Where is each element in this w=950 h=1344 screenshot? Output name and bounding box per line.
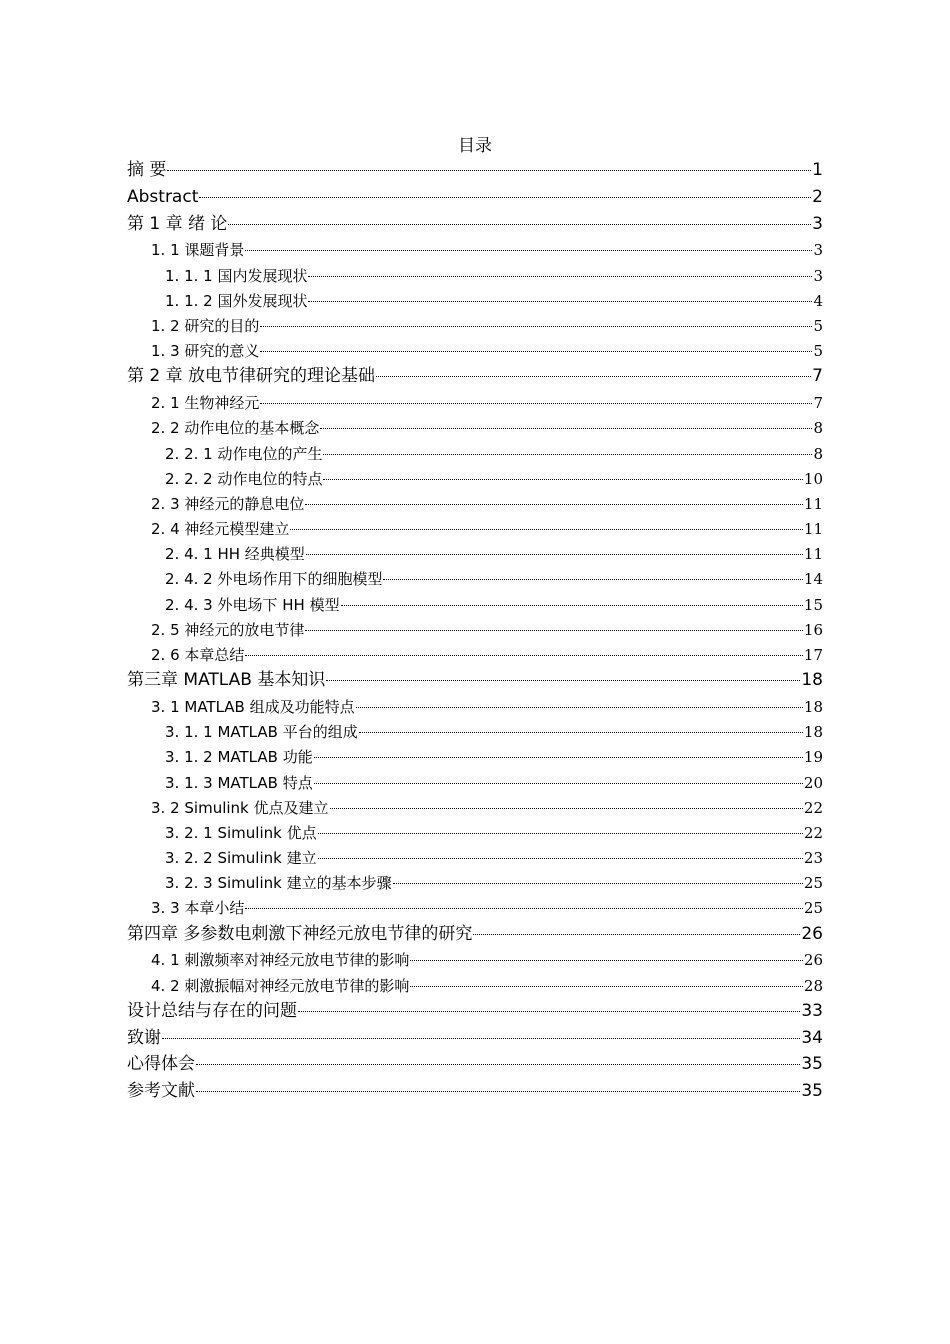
toc-entry[interactable] <box>127 745 823 770</box>
toc-entry-page-number: 8 <box>813 419 823 438</box>
toc-entry-label: 3. 1. 1 MATLAB 平台的组成 <box>165 723 358 742</box>
toc-entry-page-number: 26 <box>801 923 823 944</box>
toc-dot-leader <box>305 630 803 631</box>
toc-dot-leader <box>320 428 812 429</box>
toc-entry[interactable] <box>127 158 823 185</box>
toc-dot-leader <box>393 883 803 884</box>
toc-entry[interactable] <box>127 391 823 416</box>
toc-entry-label: 第 1 章 绪 论 <box>127 213 228 234</box>
toc-entry[interactable] <box>127 1052 823 1079</box>
toc-dot-leader <box>298 1011 800 1012</box>
toc-entry-label: 2. 4. 3 外电场下 HH 模型 <box>165 595 340 614</box>
toc-entry-label: 3. 2. 1 Simulink 优点 <box>165 823 317 842</box>
toc-entry[interactable] <box>127 264 823 289</box>
toc-entry-page-number: 26 <box>803 951 823 970</box>
toc-entry-label: 3. 1 MATLAB 组成及功能特点 <box>151 697 355 716</box>
toc-dot-leader <box>323 454 812 455</box>
toc-entry[interactable] <box>127 1026 823 1053</box>
toc-entry[interactable] <box>127 492 823 517</box>
toc-entry[interactable] <box>127 517 823 542</box>
toc-entry[interactable] <box>127 948 823 973</box>
toc-entry[interactable] <box>127 720 823 745</box>
toc-entry-page-number: 22 <box>803 798 823 817</box>
toc-dot-leader <box>383 579 802 580</box>
toc-entry-page-number: 10 <box>803 469 823 488</box>
toc-entry[interactable] <box>127 364 823 391</box>
toc-entry-page-number: 3 <box>813 266 823 285</box>
toc-entry-page-number: 16 <box>803 620 823 639</box>
toc-dot-leader <box>359 732 803 733</box>
toc-entry-label: 2. 3 神经元的静息电位 <box>151 494 305 513</box>
toc-dot-leader <box>356 707 803 708</box>
toc-dot-leader <box>260 351 812 352</box>
toc-entry[interactable] <box>127 618 823 643</box>
toc-entry-page-number: 23 <box>803 849 823 868</box>
toc-entry-label: 第三章 MATLAB 基本知识 <box>127 670 326 691</box>
toc-entry-label: 心得体会 <box>127 1054 195 1075</box>
toc-dot-leader <box>196 1091 800 1092</box>
toc-entry[interactable] <box>127 846 823 871</box>
toc-dot-leader <box>306 554 803 555</box>
toc-entry[interactable] <box>127 643 823 668</box>
toc-dot-leader <box>318 833 803 834</box>
toc-dot-leader <box>245 908 803 909</box>
toc-entry-page-number: 34 <box>801 1027 823 1048</box>
toc-dot-leader <box>196 1064 800 1065</box>
toc-entry-label: 4. 2 刺激振幅对神经元放电节律的影响 <box>151 976 410 995</box>
toc-entry-page-number: 5 <box>813 342 823 361</box>
toc-entry-label: 3. 2. 3 Simulink 建立的基本步骤 <box>165 874 392 893</box>
toc-entry-label: 2. 6 本章总结 <box>151 646 245 664</box>
toc-title: 目录 <box>458 136 492 156</box>
toc-entry-label: 2. 4. 1 HH 经典模型 <box>165 545 305 564</box>
toc-entry-page-number: 1 <box>812 160 823 180</box>
toc-entry-page-number: 17 <box>803 646 823 664</box>
toc-dot-leader <box>318 858 803 859</box>
toc-entry-page-number: 35 <box>801 1054 823 1075</box>
toc-dot-leader <box>410 960 803 961</box>
toc-entry[interactable] <box>127 567 823 592</box>
toc-entry-label: 第四章 多参数电刺激下神经元放电节律的研究 <box>127 923 473 944</box>
toc-entry-page-number: 15 <box>803 595 823 614</box>
toc-dot-leader <box>305 504 803 505</box>
toc-entry-page-number: 20 <box>803 773 823 792</box>
toc-dot-leader <box>228 224 811 225</box>
table-of-contents <box>127 158 823 1106</box>
toc-entry-label: 第 2 章 放电节律研究的理论基础 <box>127 366 376 387</box>
toc-entry[interactable] <box>127 416 823 441</box>
toc-entry-label: 1. 1. 1 国内发展现状 <box>165 266 308 285</box>
toc-entry-label: 致谢 <box>127 1027 161 1048</box>
toc-dot-leader <box>308 276 812 277</box>
toc-entry-label: 1. 1. 2 国外发展现状 <box>165 291 308 310</box>
toc-entry-label: 2. 4. 2 外电场作用下的细胞模型 <box>165 570 383 589</box>
toc-dot-leader <box>330 808 803 809</box>
toc-entry-page-number: 33 <box>801 1000 823 1021</box>
toc-entry-page-number: 7 <box>813 394 823 413</box>
toc-entry[interactable] <box>127 974 823 999</box>
toc-entry-page-number: 35 <box>801 1081 823 1102</box>
toc-entry-page-number: 7 <box>812 366 823 387</box>
toc-entry-page-number: 19 <box>803 748 823 767</box>
toc-dot-leader <box>290 529 803 530</box>
toc-entry[interactable] <box>127 238 823 263</box>
toc-dot-leader <box>314 757 803 758</box>
toc-dot-leader <box>260 403 812 404</box>
toc-entry-page-number: 14 <box>803 570 823 589</box>
toc-entry-page-number: 18 <box>803 697 823 716</box>
toc-entry-page-number: 5 <box>813 316 823 335</box>
toc-entry-label: 2. 5 神经元的放电节律 <box>151 620 305 639</box>
toc-entry-label: 1. 2 研究的目的 <box>151 316 260 335</box>
toc-entry[interactable] <box>127 467 823 492</box>
toc-dot-leader <box>323 479 802 480</box>
toc-entry-label: 2. 1 生物神经元 <box>151 394 260 413</box>
toc-dot-leader <box>473 934 800 935</box>
toc-entry-label: 2. 2. 2 动作电位的特点 <box>165 469 323 488</box>
toc-dot-leader <box>308 301 812 302</box>
toc-entry-label: 设计总结与存在的问题 <box>127 1000 297 1021</box>
toc-entry-page-number: 2 <box>812 186 823 207</box>
toc-entry[interactable] <box>127 871 823 896</box>
toc-entry-page-number: 22 <box>803 823 823 842</box>
toc-dot-leader <box>376 376 811 377</box>
toc-entry-label: 参考文献 <box>127 1081 195 1102</box>
toc-entry-label: 4. 1 刺激频率对神经元放电节律的影响 <box>151 951 410 970</box>
toc-entry[interactable] <box>127 821 823 846</box>
toc-entry-page-number: 11 <box>803 494 823 513</box>
toc-dot-leader <box>314 783 803 784</box>
toc-entry[interactable] <box>127 185 823 212</box>
toc-entry[interactable] <box>127 289 823 314</box>
toc-entry-page-number: 3 <box>813 241 823 260</box>
toc-dot-leader <box>245 250 812 251</box>
toc-entry-label: 1. 1 课题背景 <box>151 241 245 260</box>
toc-entry-label: 3. 2 Simulink 优点及建立 <box>151 798 329 817</box>
toc-dot-leader <box>245 655 803 656</box>
toc-entry-page-number: 4 <box>813 291 823 310</box>
toc-entry[interactable] <box>127 668 823 695</box>
toc-entry-label: Abstract <box>127 186 199 207</box>
toc-entry-page-number: 18 <box>803 723 823 742</box>
toc-entry-page-number: 18 <box>801 670 823 691</box>
toc-entry[interactable] <box>127 695 823 720</box>
toc-entry-label: 3. 2. 2 Simulink 建立 <box>165 849 317 868</box>
toc-entry-page-number: 25 <box>803 874 823 893</box>
toc-dot-leader <box>199 197 811 198</box>
toc-entry[interactable] <box>127 442 823 467</box>
toc-entry-page-number: 3 <box>812 213 823 234</box>
toc-entry-page-number: 11 <box>803 520 823 539</box>
toc-entry-label: 2. 4 神经元模型建立 <box>151 520 290 539</box>
toc-entry-label: 3. 3 本章小结 <box>151 899 245 918</box>
toc-entry[interactable] <box>127 922 823 949</box>
toc-entry-page-number: 25 <box>803 899 823 918</box>
toc-entry[interactable] <box>127 896 823 921</box>
toc-entry[interactable] <box>127 314 823 339</box>
toc-dot-leader <box>326 680 800 681</box>
toc-entry-label: 1. 3 研究的意义 <box>151 342 260 361</box>
toc-entry-label: 3. 1. 2 MATLAB 功能 <box>165 748 313 767</box>
toc-entry[interactable] <box>127 796 823 821</box>
toc-dot-leader <box>260 326 812 327</box>
toc-entry-label: 3. 1. 3 MATLAB 特点 <box>165 773 313 792</box>
toc-dot-leader <box>410 986 803 987</box>
toc-entry[interactable] <box>127 1079 823 1106</box>
toc-entry-label: 摘 要 <box>127 160 167 180</box>
toc-dot-leader <box>341 605 803 606</box>
toc-entry[interactable] <box>127 999 823 1026</box>
toc-entry-label: 2. 2. 1 动作电位的产生 <box>165 444 323 463</box>
toc-entry[interactable] <box>127 542 823 567</box>
toc-entry-page-number: 11 <box>803 545 823 564</box>
toc-entry-label: 2. 2 动作电位的基本概念 <box>151 419 320 438</box>
toc-dot-leader <box>162 1038 800 1039</box>
toc-entry-page-number: 28 <box>803 976 823 995</box>
toc-entry[interactable] <box>127 339 823 364</box>
toc-entry[interactable] <box>127 771 823 796</box>
toc-entry[interactable] <box>127 593 823 618</box>
toc-entry[interactable] <box>127 212 823 239</box>
toc-dot-leader <box>167 170 811 171</box>
toc-entry-page-number: 8 <box>813 444 823 463</box>
